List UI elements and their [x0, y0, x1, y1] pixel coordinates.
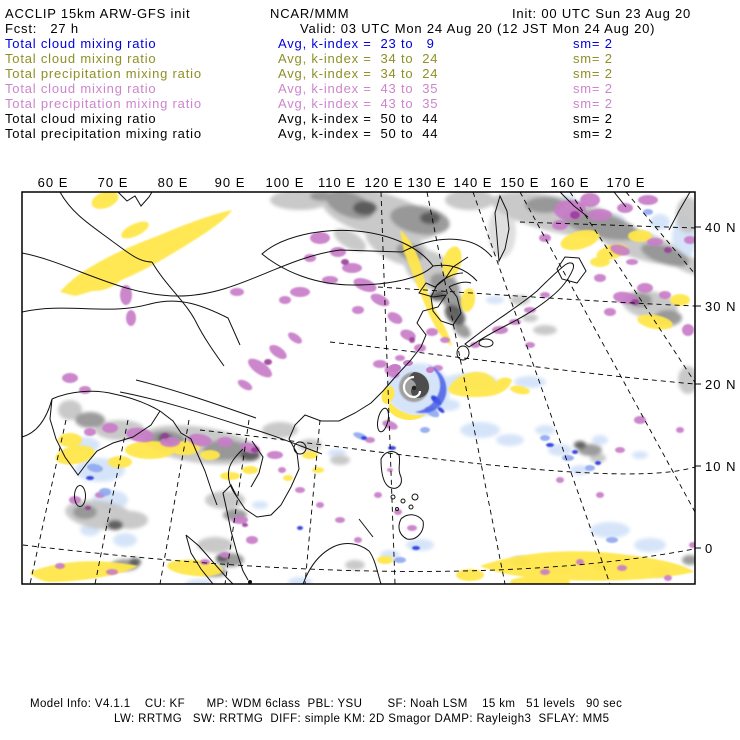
lat-label: 20 N — [705, 377, 737, 392]
field-smooth: sm= 2 — [573, 111, 613, 126]
lon-label: 160 E — [550, 175, 590, 190]
lon-label: 170 E — [606, 175, 646, 190]
shading-blue — [86, 209, 653, 563]
field-smooth: sm= 2 — [573, 126, 613, 141]
lat-label: 40 N — [705, 220, 737, 235]
field-range: Avg, k-index = 23 to 9 — [278, 36, 435, 51]
field-range: Avg, k-index = 50 to 44 — [278, 111, 439, 126]
field-range: Avg, k-index = 43 to 35 — [278, 81, 439, 96]
lon-label: 100 E — [265, 175, 305, 190]
init-time: Init: 00 UTC Sun 23 Aug 20 — [512, 6, 692, 21]
lon-label: 140 E — [453, 175, 493, 190]
lon-label: 70 E — [97, 175, 129, 190]
lon-label: 120 E — [364, 175, 404, 190]
field-range: Avg, k-index = 43 to 35 — [278, 96, 439, 111]
field-smooth: sm= 2 — [573, 51, 613, 66]
lon-label: 60 E — [37, 175, 69, 190]
latitude-axis — [695, 220, 736, 556]
field-name: Total precipitation mixing ratio — [5, 126, 202, 141]
physics-info-line: LW: RRTMG SW: RRTMG DIFF: simple KM: 2D Smagor DAMP: Rayleigh3 SFLAY: MM5 — [114, 713, 610, 725]
field-range: Avg, k-index = 34 to 24 — [278, 51, 439, 66]
longitude-axis — [38, 175, 646, 190]
lon-label: 130 E — [407, 175, 447, 190]
lon-label: 90 E — [214, 175, 246, 190]
lon-label: 80 E — [157, 175, 189, 190]
lat-label: 10 N — [705, 459, 737, 474]
model-title: ACCLIP 15km ARW-GFS init — [5, 6, 191, 21]
field-range: Avg, k-index = 34 to 24 — [278, 66, 439, 81]
field-name: Total precipitation mixing ratio — [5, 96, 202, 111]
field-name: Total cloud mixing ratio — [5, 81, 157, 96]
field-smooth: sm= 2 — [573, 81, 613, 96]
field-name: Total precipitation mixing ratio — [5, 66, 202, 81]
field-name: Total cloud mixing ratio — [5, 51, 157, 66]
field-name: Total cloud mixing ratio — [5, 111, 157, 126]
valid-time: Valid: 03 UTC Mon 24 Aug 20 (12 JST Mon 24 Aug 20) — [300, 21, 656, 36]
lat-label: 0 — [705, 541, 714, 556]
field-smooth: sm= 2 — [573, 36, 613, 51]
field-smooth: sm= 2 — [573, 66, 613, 81]
field-name: Total cloud mixing ratio — [5, 36, 157, 51]
org-name: NCAR/MMM — [270, 6, 350, 21]
field-range: Avg, k-index = 50 to 44 — [278, 126, 439, 141]
field-smooth: sm= 2 — [573, 96, 613, 111]
lon-label: 110 E — [317, 175, 357, 190]
lat-label: 30 N — [705, 299, 737, 314]
model-info-line: Model Info: V4.1.1 CU: KF MP: WDM 6class PBL: YSU SF: Noah LSM 15 km 51 levels 90 sec — [30, 698, 623, 710]
forecast-hour: Fcst: 27 h — [5, 21, 79, 36]
lon-label: 150 E — [500, 175, 540, 190]
